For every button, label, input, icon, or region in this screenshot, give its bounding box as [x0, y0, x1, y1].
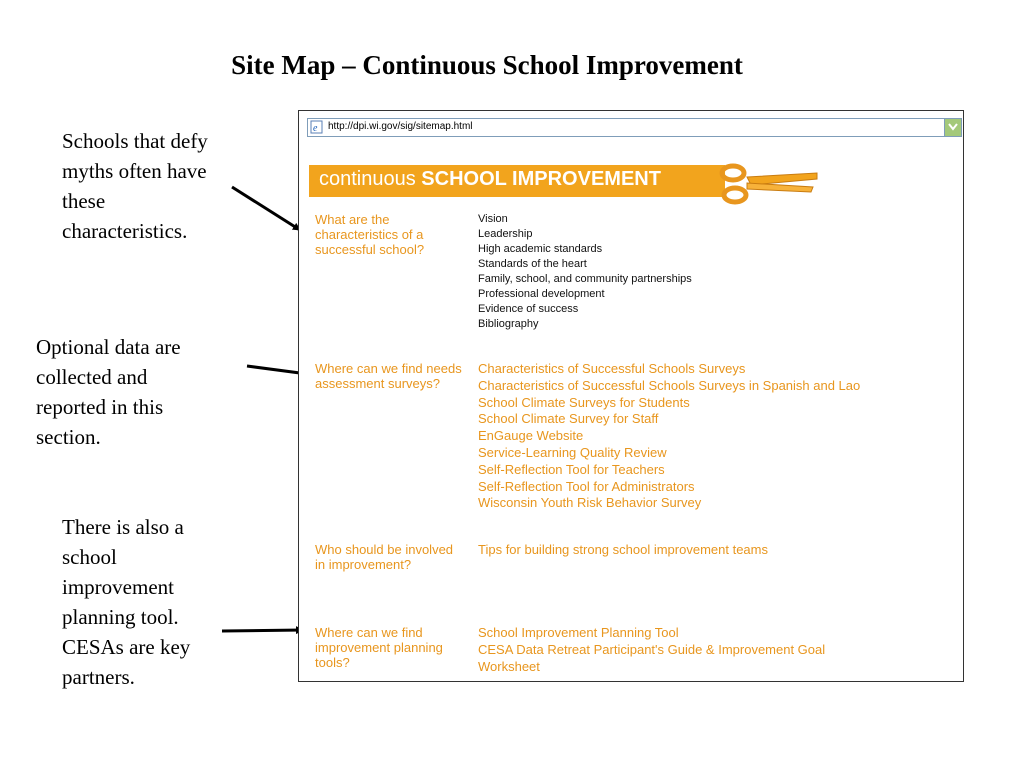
link-item[interactable]: Wisconsin Youth Risk Behavior Survey — [478, 495, 702, 511]
question-involvement[interactable]: Who should be involved in improvement? — [315, 542, 454, 572]
link-item[interactable]: School Climate Surveys for Students — [478, 394, 690, 410]
chevron-down-icon[interactable] — [944, 119, 961, 136]
banner-text-bold: SCHOOL IMPROVEMENT — [421, 168, 661, 190]
link-list-involvement — [478, 542, 768, 559]
address-bar[interactable] — [307, 118, 962, 137]
link-item[interactable]: Self-Reflection Tool for Teachers — [478, 461, 665, 477]
link-list-surveys — [478, 361, 860, 512]
question-planning-tools[interactable]: Where can we find improvement planning tools? — [315, 625, 443, 670]
link-item[interactable]: Vision — [478, 213, 508, 225]
link-item[interactable]: Characteristics of Successful Schools Surveys — [478, 361, 746, 376]
link-item[interactable]: Professional development — [478, 288, 605, 300]
link-item[interactable]: School Improvement Planning Tool — [478, 625, 679, 640]
link-item[interactable]: Bibliography — [478, 318, 539, 330]
arrow-characteristics — [232, 187, 300, 230]
link-item[interactable]: Leadership — [478, 228, 533, 240]
ie-page-icon — [310, 120, 324, 134]
link-item[interactable]: EnGauge Website — [478, 428, 584, 444]
link-list-characteristics — [478, 212, 692, 332]
site-banner — [309, 165, 725, 197]
link-item[interactable]: High academic standards — [478, 243, 603, 255]
question-surveys[interactable]: Where can we find needs assessment surveys? — [315, 361, 462, 391]
note-planning-tool: There is also a school improvement planning tool. CESAs are key partners. — [62, 515, 191, 689]
link-item[interactable]: Standards of the heart — [478, 258, 587, 270]
link-item[interactable]: Service-Learning Quality Review — [478, 444, 667, 460]
link-item[interactable]: School Climate Survey for Staff — [478, 411, 659, 427]
svg-text:e: e — [313, 123, 318, 134]
link-item[interactable]: Evidence of success — [478, 303, 579, 315]
address-url[interactable]: http://dpi.wi.gov/sig/sitemap.html — [328, 121, 473, 132]
question-characteristics[interactable]: What are the characteristics of a successful school? — [315, 212, 425, 257]
link-item[interactable]: Self-Reflection Tool for Administrators — [478, 478, 695, 494]
link-item[interactable]: Worksheet — [478, 658, 540, 674]
note-optional-data: Optional data are collected and reported in this section. — [36, 335, 181, 449]
banner-text-light: continuous — [319, 168, 422, 190]
note-characteristics: Schools that defy myths often have these characteristics. — [62, 129, 208, 243]
arrow-planning-tool — [222, 630, 303, 631]
link-list-planning-tools — [478, 625, 825, 675]
link-item[interactable]: Characteristics of Successful Schools Surveys in Spanish and Lao — [478, 377, 861, 393]
link-item[interactable]: Family, school, and community partnerships — [478, 273, 692, 285]
link-item[interactable]: CESA Data Retreat Participant's Guide & Improvement Goal — [478, 641, 826, 657]
scissors-icon — [717, 161, 821, 207]
slide-title: Site Map – Continuous School Improvement — [231, 50, 743, 80]
link-item[interactable]: Tips for building strong school improvement teams — [478, 542, 768, 557]
browser-screenshot — [298, 110, 964, 682]
